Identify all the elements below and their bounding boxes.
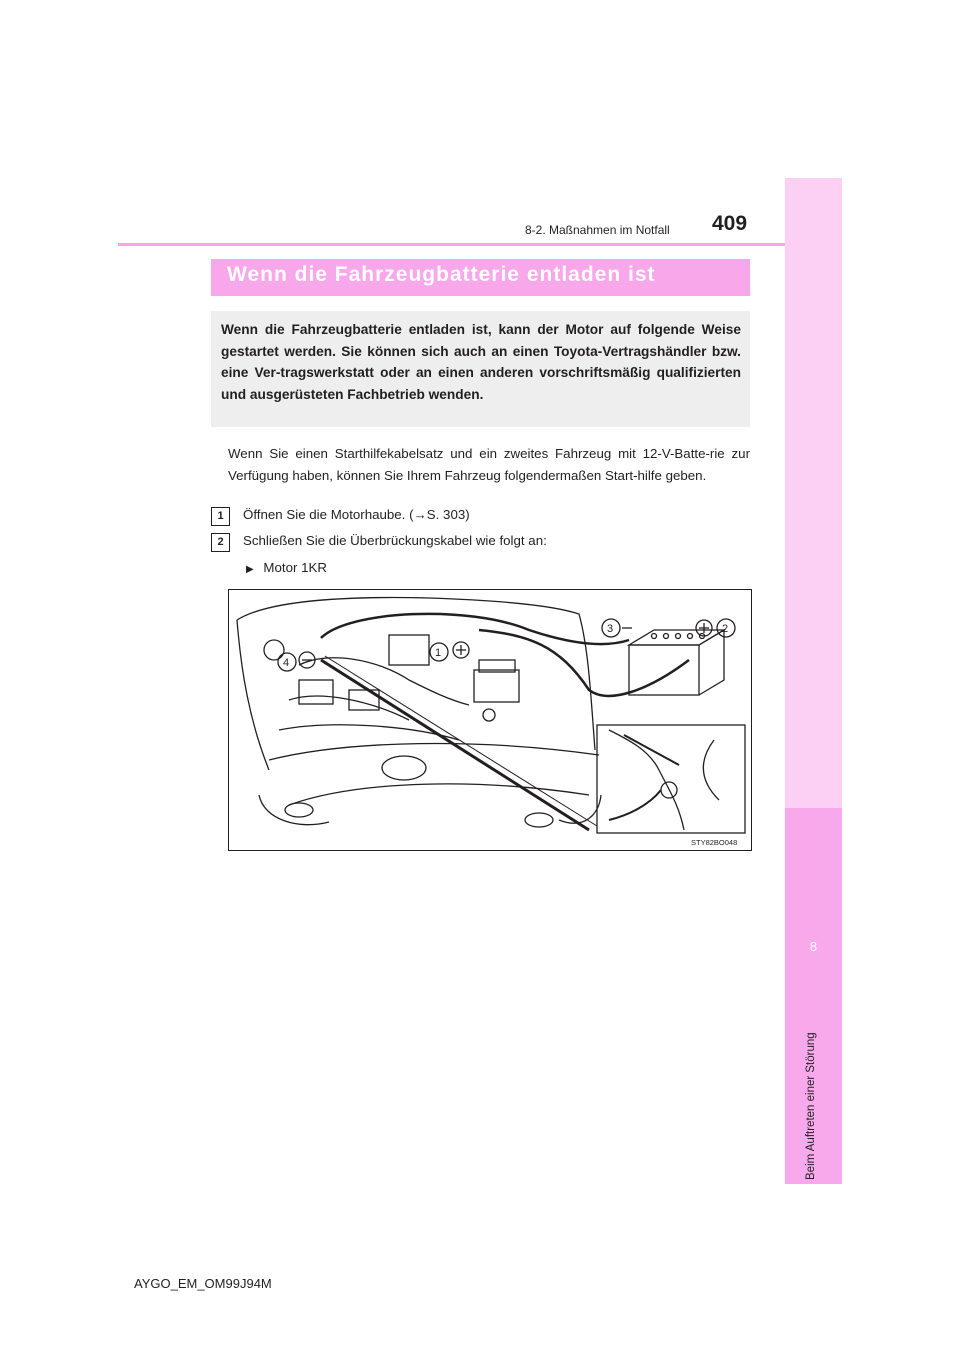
jump-start-illustration — [228, 589, 752, 851]
callout-3: 3 — [607, 623, 614, 635]
callout-2: 2 — [722, 623, 729, 635]
triangle-bullet-icon: ▶ — [246, 564, 254, 575]
page-number: 409 — [712, 212, 748, 235]
callout-4: 4 — [283, 657, 290, 669]
bullet-text: Motor 1KR — [263, 560, 327, 575]
section-title-band — [211, 259, 750, 296]
intro-box — [211, 311, 750, 427]
chapter-tab-background — [785, 178, 842, 808]
callout-1: 1 — [435, 647, 442, 659]
running-head: 8-2. Maßnahmen im Notfall — [525, 223, 670, 237]
header-rule — [118, 243, 785, 246]
step-number-badge: 2 — [211, 533, 230, 552]
step-number-badge: 1 — [211, 507, 230, 526]
document-code: AYGO_EM_OM99J94M — [134, 1276, 272, 1291]
section-title: Wenn die Fahrzeugbatterie entladen ist — [227, 263, 656, 286]
chapter-title: Beim Auftreten einer Störung — [805, 1032, 817, 1180]
engine-bay-drawing — [229, 590, 751, 850]
figure-code: STY82BO048 — [691, 838, 738, 847]
chapter-number: 8 — [809, 939, 818, 954]
body-paragraph: Wenn Sie einen Starthilfekabelsatz und ein zweites Fahrzeug mit 12-V-Batte-rie zur Verfügung haben, können Sie Ihrem Fahrzeug folgendermaßen Start-hilfe geben. — [228, 446, 750, 483]
bullet-item — [246, 560, 327, 575]
intro-text: Wenn die Fahrzeugbatterie entladen ist, kann der Motor auf folgende Weise gestartet werden. Sie können sich auch an einen Toyota-Vertragshändler bzw. eine Ver-tragswerkstatt oder an einen anderen vorschriftsmäßig qualifizierten und ausgerüsteten Fachbetrieb wenden. — [221, 322, 741, 402]
step-text: Schließen Sie die Überbrückungskabel wie folgt an: — [243, 533, 547, 548]
step-text: Öffnen Sie die Motorhaube. (→S. 303) — [243, 507, 470, 522]
